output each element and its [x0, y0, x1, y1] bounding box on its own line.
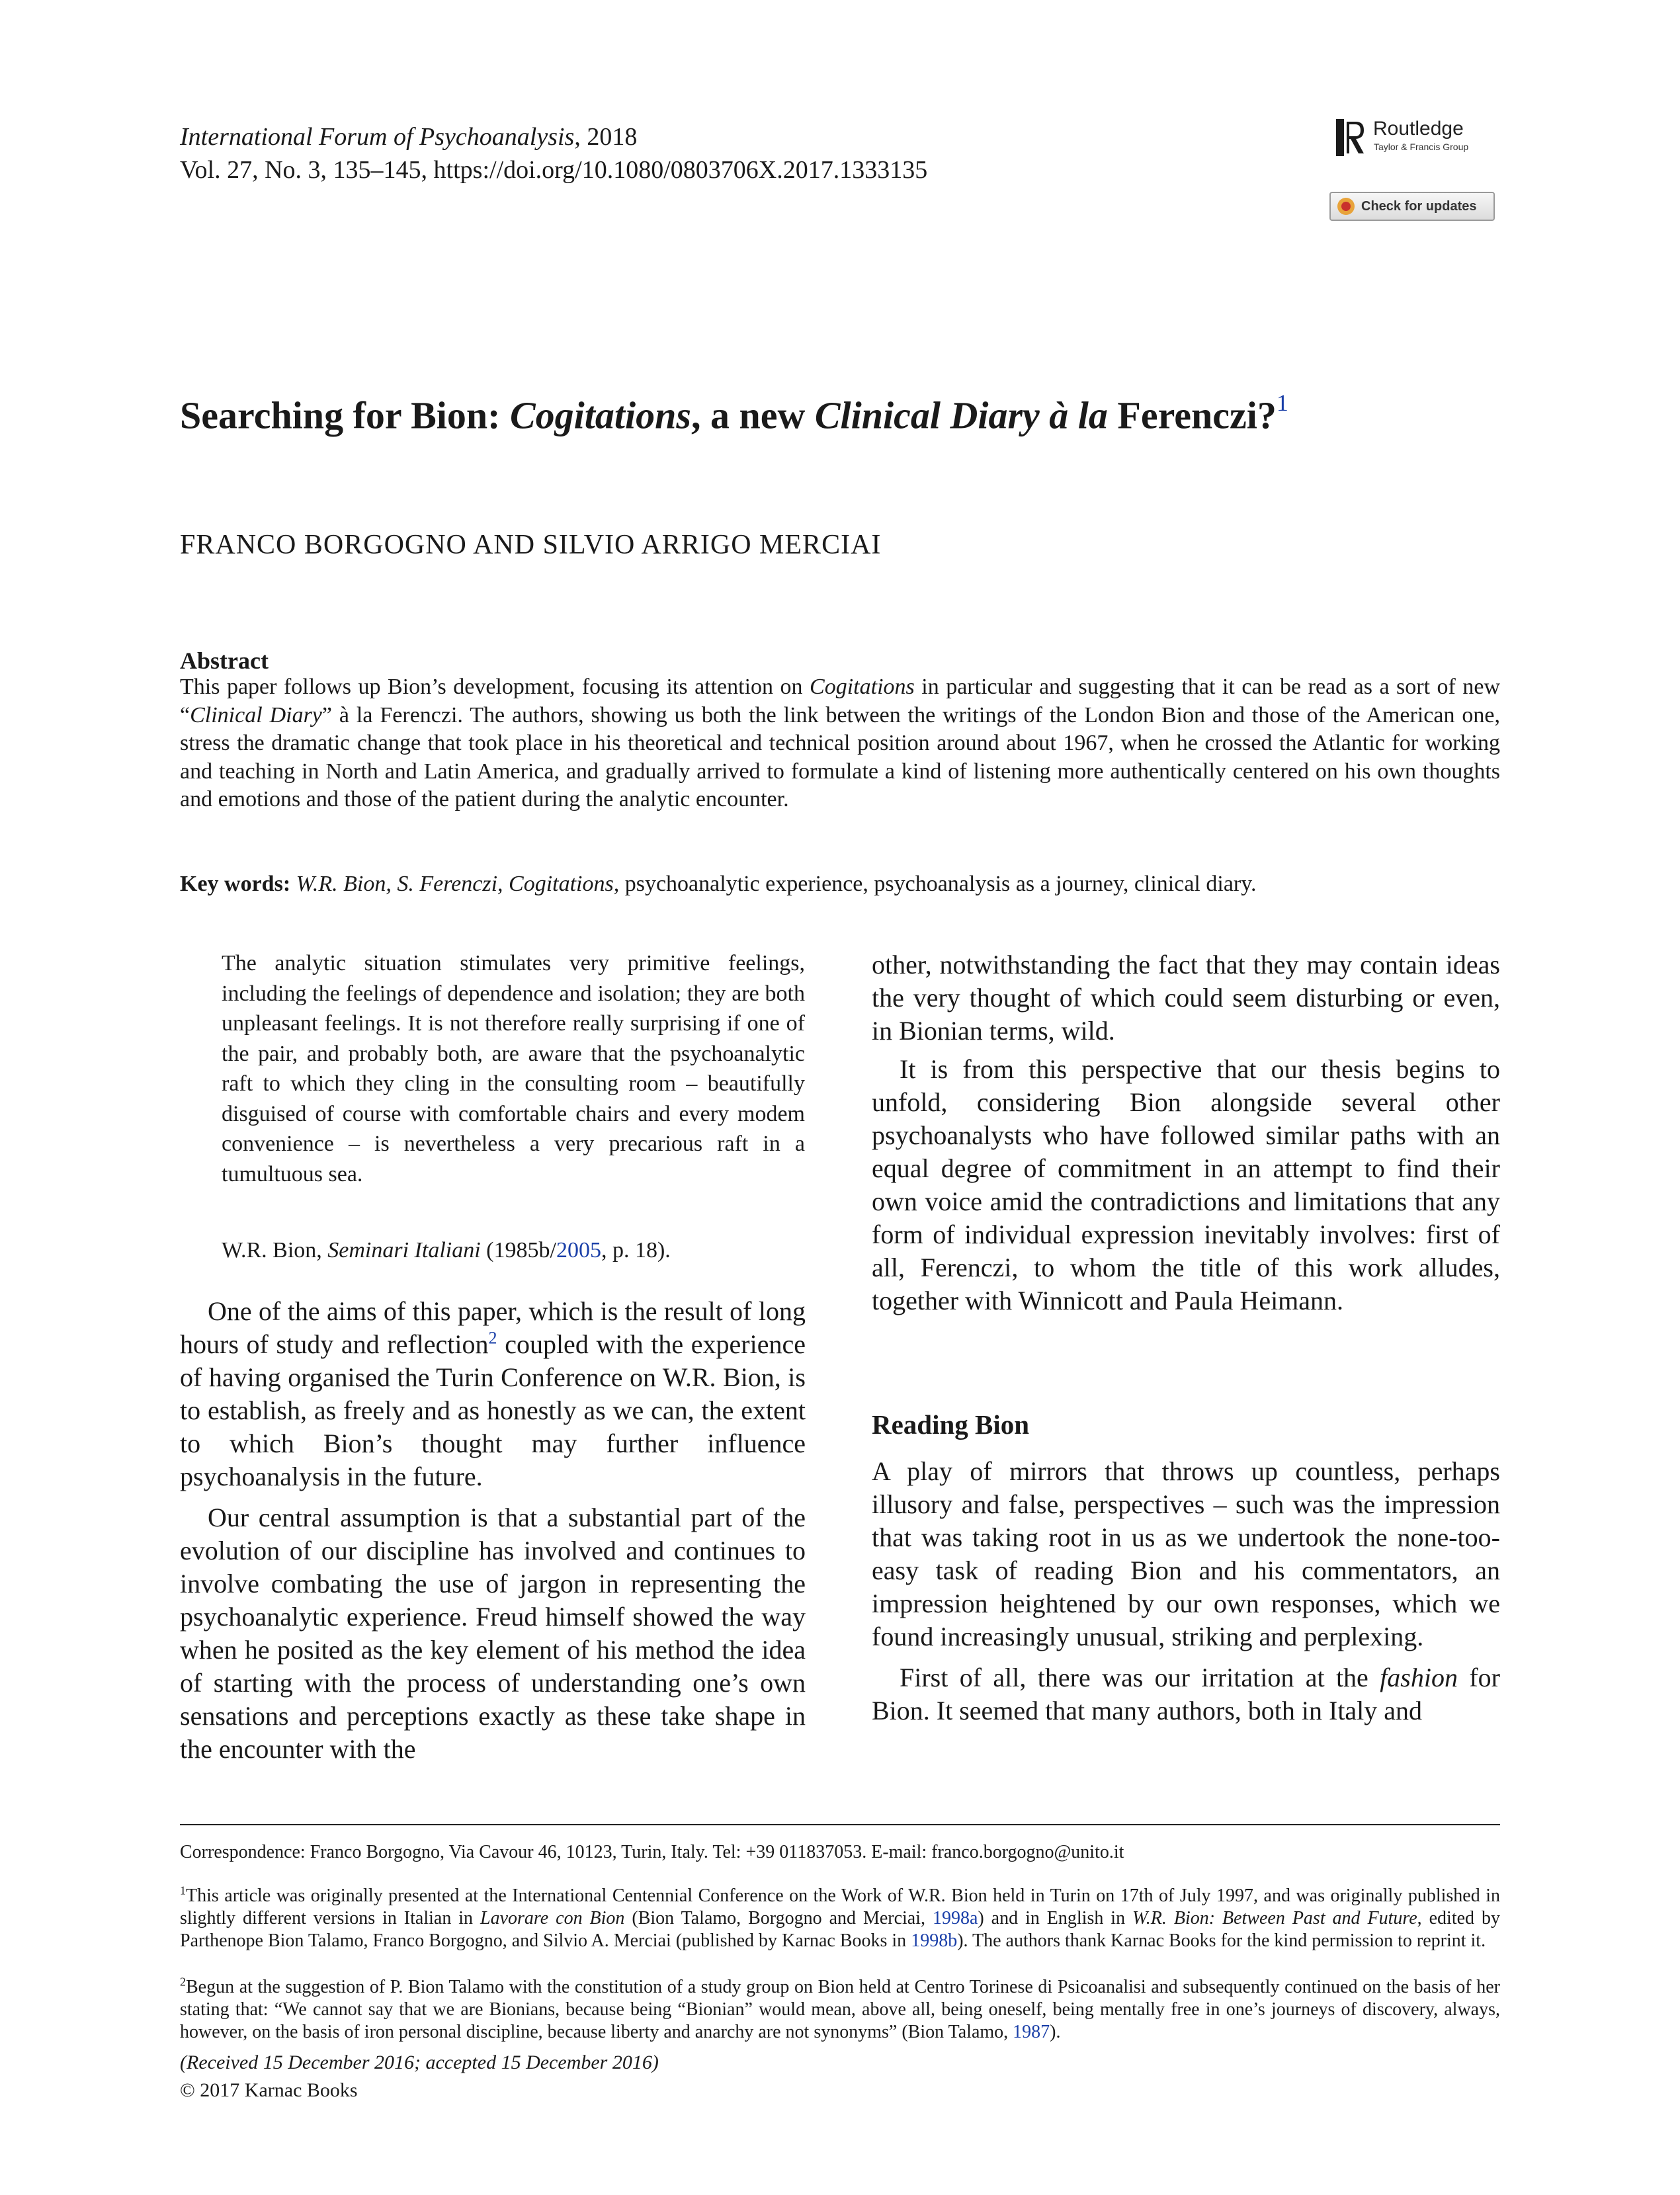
body-column-left [180, 1295, 806, 1766]
copyright-notice: © 2017 Karnac Books [180, 2079, 358, 2101]
check-for-updates-label: Check for updates [1361, 198, 1477, 214]
epigraph-year-link[interactable]: 2005 [556, 1238, 601, 1263]
journal-line-2: Vol. 27, No. 3, 135–145, https://doi.org/10.1080/0803706X.2017.1333135 [180, 156, 928, 184]
epigraph-author: W.R. Bion, [222, 1238, 328, 1263]
footnote-1 [180, 1885, 1500, 1952]
epigraph-title: Seminari Italiani [327, 1238, 481, 1263]
check-for-updates-button[interactable] [1329, 192, 1495, 221]
correspondence-note: Correspondence: Franco Borgogno, Via Cavour 46, 10123, Turin, Italy. Tel: +39 011837053. E-mail: franco.borgogno@unito.it [180, 1842, 1124, 1862]
epigraph-part: , p. 18). [601, 1238, 671, 1263]
footnote-divider [180, 1824, 1500, 1825]
title-part-italic: Cogitations [509, 393, 691, 437]
epigraph-part: (1985b/ [480, 1238, 556, 1263]
footnote-text: ) and in English in [978, 1908, 1133, 1928]
footnote-2-link[interactable]: 2 [488, 1328, 497, 1348]
article-title [180, 384, 1288, 438]
section-heading: Reading Bion [872, 1409, 1030, 1440]
paragraph: A play of mirrors that throws up countless, perhaps illusory and false, perspectives – such was the impression that was taking root in us as we undertook the none-too-easy task of reading Bion and his commentators, an impression heightened by our own responses, which we found increasingly unusual, striking and perplexing. [872, 1456, 1500, 1651]
paragraph-text: coupled with the experience of having organised the Turin Conference on W.R. Bion, is to establish, as freely and as honestly as we can, the extent to which Bion’s thought may further influence psychoanalysis in the future. [180, 1329, 806, 1491]
paragraph: other, notwithstanding the fact that they may contain ideas the very thought of which could seem disturbing or even, in Bionian terms, wild. [872, 950, 1500, 1046]
footnote-italic: Lavorare con Bion [480, 1908, 625, 1928]
title-part: , a new [691, 393, 815, 437]
footnote-text: This article was originally presented at the International Centennial Conference on the Work of W.R. Bion held in Turin on 17th of July 1997, and was originally published in slightly different versions in Italian in [180, 1885, 1500, 1928]
paragraph-text: One of the aims of this paper, which is the result of long hours of study and reflection [180, 1296, 806, 1359]
abstract-part-italic: Cogitations [810, 675, 915, 699]
abstract-text [180, 673, 1500, 814]
routledge-logo-icon [1336, 119, 1365, 156]
abstract-heading: Abstract [180, 647, 269, 674]
footnote-number: 2 [180, 1975, 186, 1989]
keywords-rest: psychoanalytic experience, psychoanalysis as a journey, clinical diary. [619, 872, 1257, 896]
article-authors: FRANCO BORGOGNO AND SILVIO ARRIGO MERCIAI [180, 530, 882, 560]
title-part: Ferenczi? [1107, 393, 1277, 437]
abstract-part: This paper follows up Bion’s development, focusing its attention on [180, 675, 810, 699]
body-column-right-bottom [872, 1455, 1500, 1727]
journal-year: , 2018 [574, 123, 638, 151]
routledge-wordmark: Routledge [1373, 118, 1464, 140]
footnote-text: Begun at the suggestion of P. Bion Talamo with the constitution of a study group on Bion held at Centro Torinese di Psicoanalisi and subsequently continued on the basis of her stating that: “We cannot say that we are Bionians, because being “Bionian” would mean, above all, being oneself, being mentally free in one’s journeys of discovery, always, however, on the basis of iron personal discipline, because liberty and anarchy are not synonyms” (Bion Talamo, [180, 1977, 1500, 2042]
paragraph [180, 1295, 806, 1493]
footnote-text: ). The authors thank Karnac Books for the kind permission to reprint it. [957, 1930, 1486, 1951]
routledge-logo[interactable] [1336, 119, 1501, 159]
received-dates [180, 2051, 659, 2074]
title-part-italic: Clinical Diary à la [814, 393, 1108, 437]
paragraph: It is from this perspective that our thesis begins to unfold, considering Bion alongside several other psychoanalysts who have followed similar paths with an equal degree of commitment in an attempt to find their own voice amid the contradictions and limitations that any form of individual expression inevitably involves: first of all, Ferenczi, to whom the title of this work alludes, together with Winnicott and Paula Heimann. [872, 1054, 1500, 1315]
routledge-subtitle: Taylor & Francis Group [1374, 142, 1469, 152]
paragraph-text: for Bion. It seemed that many authors, both in Italy and [872, 1663, 1500, 1725]
journal-citation [180, 120, 927, 186]
paragraph-italic: fashion [1380, 1663, 1458, 1692]
abstract-part: ” à la Ferenczi. The authors, showing us both the link between the writings of the London Bion and those of the American one, stress the dramatic change that took place in his theoretical and technical position around about 1967, when he crossed the Atlantic for working and teaching in North and Latin America, and gradually arrived to formulate a kind of listening more authentically centered on his own thoughts and emotions and those of the patient during the analytic encounter. [180, 702, 1500, 811]
received-text: (Received 15 December 2016; accepted 15 December 2016) [180, 2051, 659, 2073]
epigraph-quote: The analytic situation stimulates very primitive feelings, including the feelings of dependence and isolation; they are both unpleasant feelings. It is not therefore really surprising if one of the pair, and probably both, are aware that the psychoanalytic raft to which they cling in the consulting room – beautifully disguised of course with comfortable chairs and every modem convenience – is nevertheless a very precarious raft in a tumultuous sea. [222, 951, 805, 1186]
footnote-text: , edited by Parthenope Bion Talamo, Franco Borgogno, and Silvio A. Merciai (published by Karnac Books in [180, 1908, 1500, 1951]
footnote-text: (Bion Talamo, Borgogno and Merciai, [624, 1908, 933, 1928]
journal-name: International Forum of Psychoanalysis [180, 123, 575, 151]
keywords [180, 870, 1500, 898]
reference-link[interactable]: 1998b [911, 1930, 958, 1951]
abstract-part: in particular and suggesting that it can be read as a sort of new “ [180, 675, 1501, 727]
footnote-2 [180, 1976, 1500, 2044]
reference-link[interactable]: 1998a [932, 1908, 978, 1928]
body-column-right-top [872, 948, 1500, 1317]
journal-line-1 [180, 120, 927, 153]
footnote-text: ). [1050, 2022, 1061, 2042]
keywords-italic: W.R. Bion, S. Ferenczi, Cogitations, [296, 872, 620, 896]
paragraph: Our central assumption is that a substantial part of the evolution of our discipline has involved and continues to involve combating the use of jargon in representing the psychoanalytic experience. Freud himself showed the way when he posited as the key element of his method the idea of starting with the process of understanding one’s own sensations and perceptions exactly as these take shape in the encounter with the [180, 1503, 806, 1764]
abstract-part-italic: Clinical Diary [190, 702, 322, 727]
keywords-label: Key words: [180, 872, 291, 896]
epigraph-source [222, 1238, 671, 1263]
title-footnote-link[interactable]: 1 [1276, 390, 1288, 416]
paragraph [872, 1661, 1500, 1727]
footnote-italic: W.R. Bion: Between Past and Future [1132, 1908, 1417, 1928]
paragraph-text: First of all, there was our irritation at the [900, 1663, 1380, 1692]
crossmark-icon [1337, 198, 1355, 215]
title-part: Searching for Bion: [180, 393, 510, 437]
reference-link[interactable]: 1987 [1013, 2022, 1050, 2042]
footnote-number: 1 [180, 1884, 186, 1897]
